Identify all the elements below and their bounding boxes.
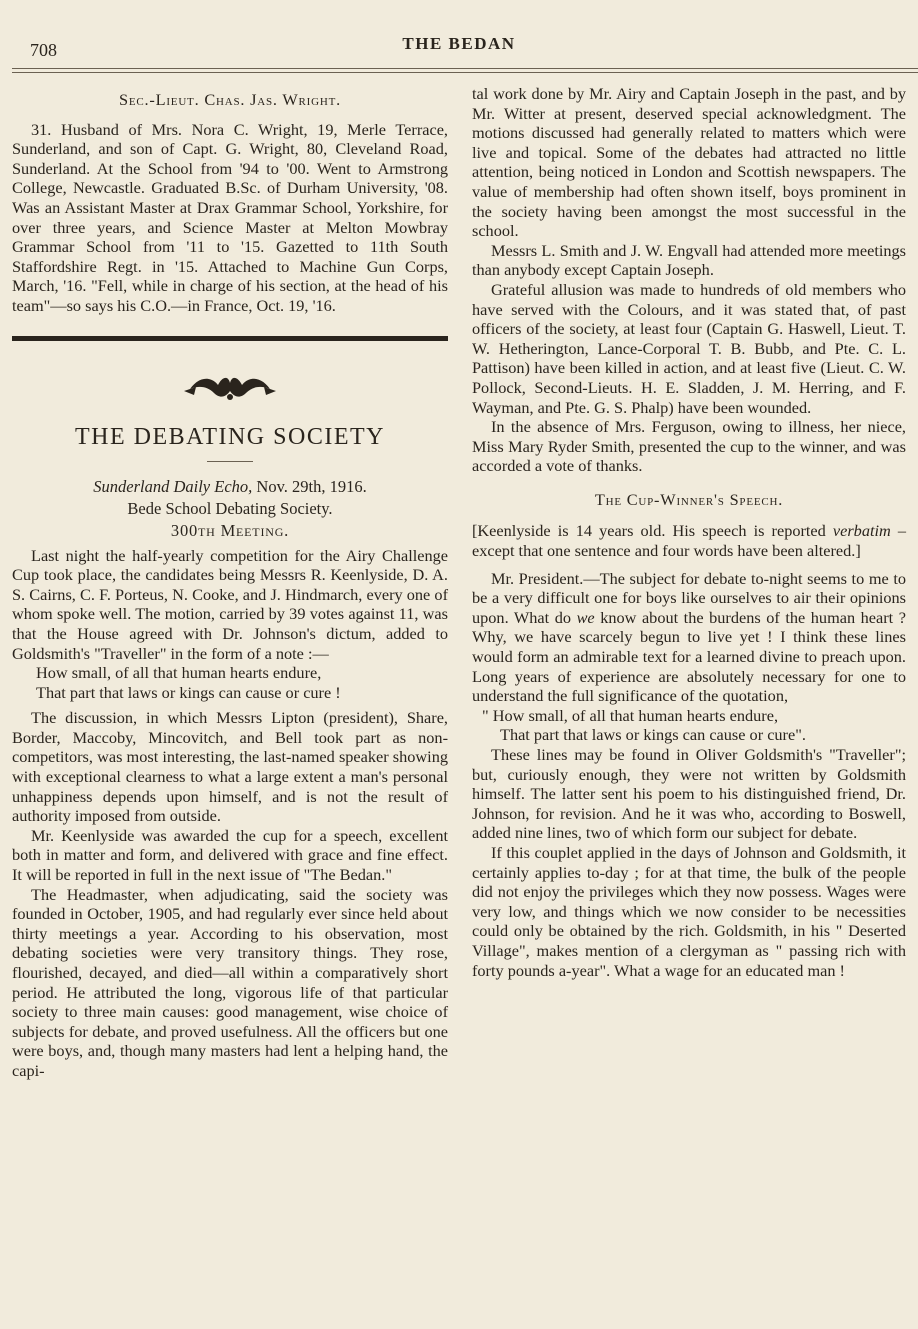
discussion-paragraph: The discussion, in which Messrs Lipton (president), Share, Border, Maccoby, Mincovitch, and Bell took part as non-competitors, was most interesting, the last-named speaker showing with exceptional clearness to what a large extent a man's personal unhappiness depends upon himself, and is not the result of authority imposed from outside. bbox=[12, 708, 448, 826]
quoted-verse-line: How small, of all that human hearts endure, bbox=[36, 663, 322, 683]
speech-paragraph: These lines may be found in Oliver Goldsmith's "Traveller"; but, curiously enough, they were not written by Goldsmith himself. The latter sent his poem to his distinguished friend, Dr. Johnson, for revision. And he it was who, according to Boswell, added nine lines, two of which form our subject for debate. bbox=[472, 745, 906, 843]
page-number: 708 bbox=[30, 40, 57, 60]
source-date: Nov. 29th, 1916. bbox=[256, 476, 367, 496]
colours-paragraph: Grateful allusion was made to hundreds of old members who have served with the Colours, and it was stated that, of past officers of the society, at least four (Captain G. Haswell, Lieut. T. W. Hetherington, Lance-Corporal T. B. Bubb, and Pte. C. L. Pattison) have been killed in action, and at least five (Lieut. C. W. Pollock, Second-Lieuts. H. E. Sladden, J. M. Herring, and F. Wayman, and Pte. G. S. Phalp) have been wounded. bbox=[472, 279, 906, 417]
award-paragraph: Mr. Keenlyside was awarded the cup for a speech, excellent both in matter and form, and delivered with grace and fine effect. It will be reported in full in the next issue of "The Bedan." bbox=[12, 825, 448, 885]
speech-heading: The Cup-Winner's Speech. bbox=[594, 489, 784, 509]
running-head: THE BEDAN bbox=[402, 34, 516, 53]
title-rule bbox=[207, 461, 253, 462]
society-subtitle: Bede School Debating Society. bbox=[127, 498, 333, 518]
speech-paragraph bbox=[472, 569, 906, 706]
obituary-body: 31. Husband of Mrs. Nora C. Wright, 19, Merle Terrace, Sunderland, and son of Capt. G. Wright, 80, Cleveland Road, Sunderland. At the School from '94 to '00. Went to Armstrong College, Newcastle. Graduated B.Sc. of Durham University, '08. Was an Assistant Master at Drax Grammar School, Yorkshire, for over three years, and Science Master at Melton Mowbray Grammar School from '11 to '15. Gazetted to 11th South Staffordshire Regt. in '15. Attached to Machine Gun Corps, March, '16. "Fell, while in charge of his section, at the head of his team"—so says his C.O.—in France, Oct. 19, '16. bbox=[12, 119, 448, 315]
speech-verse-line: That part that laws or kings can cause or cure". bbox=[500, 725, 806, 745]
header-rule bbox=[12, 68, 918, 73]
speech-note-text: [Keenlyside is 14 years old. His speech is reported bbox=[472, 521, 826, 541]
left-column bbox=[12, 84, 448, 1081]
speech-verse-line: " How small, of all that human hearts endure, bbox=[482, 705, 779, 725]
presentation-paragraph: In the absence of Mrs. Ferguson, owing to illness, her niece, Miss Mary Ryder Smith, presented the cup to the winner, and was accorded a vote of thanks. bbox=[472, 417, 906, 476]
speech-note-text: – except that one sentence and four words have been altered.] bbox=[472, 521, 906, 561]
speech-note bbox=[472, 521, 906, 560]
ornament-icon bbox=[180, 367, 280, 407]
section-divider bbox=[12, 336, 448, 341]
source-name: Sunderland Daily Echo, bbox=[93, 476, 253, 496]
headmaster-paragraph: The Headmaster, when adjudicating, said the society was founded in October, 1905, and had regularly ever since held about thirty meetings a year. According to his observation, most debating societies were very transitory things. They rose, flourished, decayed, and died—all within a comparatively short period. He attributed the long, vigorous life of that particular society to three main causes: good management, wise choice of subjects for debate, and proved usefulness. All the officers but one were boys, and, though many masters had lent a helping hand, the capi- bbox=[12, 884, 448, 1080]
quoted-verse-line: That part that laws or kings can cause or cure ! bbox=[36, 682, 341, 702]
speech-note-italic: verbatim bbox=[832, 521, 891, 541]
competition-paragraph: Last night the half-yearly competition for the Airy Challenge Cup took place, the candidates being Messrs R. Keenlyside, D. A. S. Cairns, C. F. Porteus, N. Cooke, and J. Hindmarch, every one of whom spoke well. The motion, carried by 39 votes against 11, was that the House agreed with Dr. Johnson's dictum, added to Goldsmith's "Traveller" in the form of a note :— bbox=[12, 545, 448, 663]
officers-paragraph: tal work done by Mr. Airy and Captain Joseph in the past, and by Mr. Witter at present, deserved special acknowledgment. The motions discussed had generally related to matters which were live and topical. Some of the debates had attracted no little attention, being noticed in London and Scottish newspapers. The value of membership had often shown itself, boys prominent in the society having been amongst the most successful in the school. bbox=[472, 84, 906, 241]
attendance-paragraph: Messrs L. Smith and J. W. Engvall had attended more meetings than anybody except Captain Joseph. bbox=[472, 240, 906, 280]
speech-text: know about the burdens of the human heart ? Why, we have scarcely begun to live yet ! I think these lines would form an admirable text for a learned divine to preach upon. Long years of experience are absolutely necessary for one to understand the full significance of the quotation, bbox=[472, 607, 906, 706]
meeting-number: 300th Meeting. bbox=[170, 520, 290, 540]
obituary-heading: Sec.-Lieut. Chas. Jas. Wright. bbox=[118, 90, 342, 109]
speech-paragraph: If this couplet applied in the days of Johnson and Goldsmith, it certainly applies to-day ; for at that time, the bulk of the people did not enjoy the privileges which they now possess. Wages were very low, and things which we now consider to be necessities could only be obtained by the rich. Goldsmith, in his " Deserted Village", makes mention of a clergyman as " passing rich with forty pounds a-year". What a wage for an educated man ! bbox=[472, 842, 906, 980]
section-title: THE DEBATING SOCIETY bbox=[75, 423, 385, 450]
right-column bbox=[472, 84, 906, 980]
speech-italic: we bbox=[576, 607, 595, 627]
speech-text: Mr. President.—The subject for debate to-night seems to me to be a very difficult one for boys like ourselves to air their opinions upon. What do bbox=[472, 568, 906, 627]
source-line bbox=[12, 476, 448, 498]
